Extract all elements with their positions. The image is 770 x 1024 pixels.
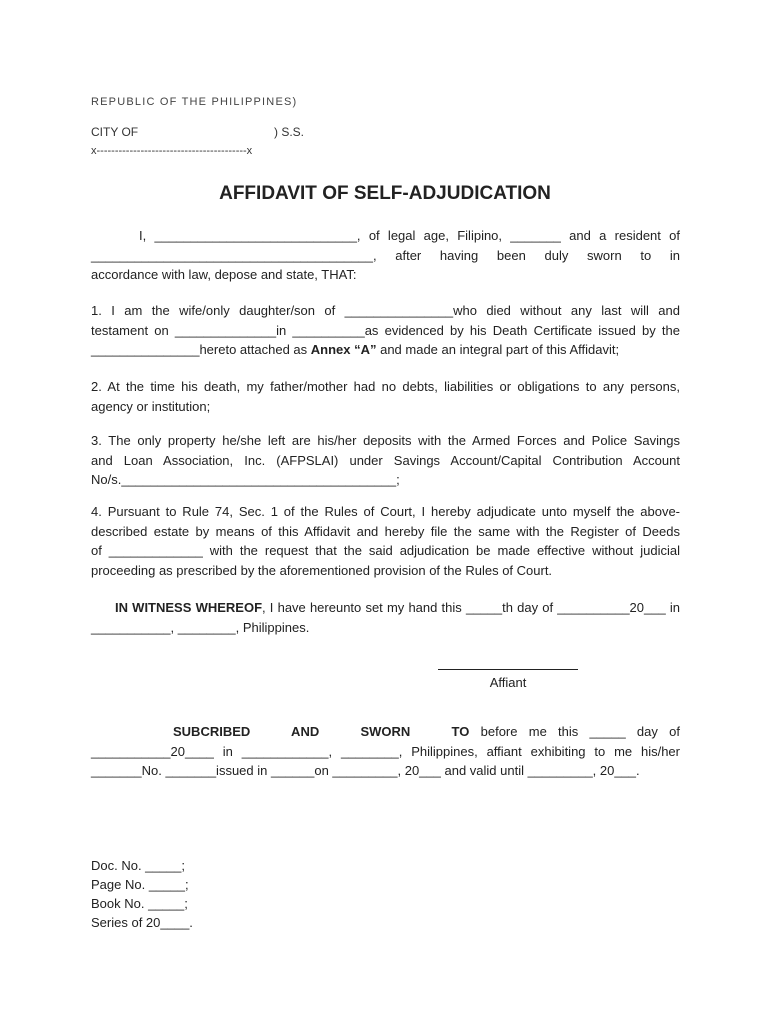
- paragraph-1: [91, 301, 680, 360]
- para1-line-3-end: and made an integral part of this Affidavit;: [376, 342, 620, 357]
- para1-line-3: [91, 340, 680, 360]
- witness-paragraph: [91, 598, 680, 637]
- paragraph-2: [91, 377, 680, 416]
- republic-header: REPUBLIC OF THE PHILIPPINES): [91, 96, 298, 108]
- intro-line-1: I, ____________________________, of legal age, Filipino, _______ and a resident of: [139, 228, 680, 243]
- witness-heading: IN WITNESS WHEREOF: [115, 600, 263, 615]
- para4-line-3: of _____________ with the request that the said adjudication be made effective without judicial: [91, 543, 680, 558]
- para1-line-3-text: _______________hereto attached as: [91, 342, 311, 357]
- para1-line-2: testament on ______________in __________as evidenced by his Death Certificate issued by the: [91, 322, 680, 338]
- para3-line-1: 3. The only property he/she left are his/her deposits with the Armed Forces and Police Savings: [91, 433, 680, 448]
- ss-label: ) S.S.: [274, 125, 305, 139]
- para4-line-1: 4. Pursuant to Rule 74, Sec. 1 of the Rules of Court, I hereby adjudicate unto myself the above-: [91, 504, 680, 519]
- para4-line-4: proceeding as prescribed by the aforementioned provision of the Rules of Court.: [91, 562, 553, 578]
- book-no: Book No. _____;: [91, 896, 188, 911]
- witness-line-1: [91, 598, 680, 618]
- header-divider: x-----------------------------------------x: [91, 145, 253, 157]
- affiant-label: Affiant: [489, 675, 527, 690]
- jurat-heading: SUBCRIBED AND SWORN TO: [173, 724, 470, 739]
- witness-line-1-text: , I have hereunto set my hand this _____th day of __________20___ in: [262, 600, 680, 615]
- document-title: AFFIDAVIT OF SELF-ADJUDICATION: [219, 183, 551, 204]
- jurat-line-2: ___________20____ in ____________, ________, Philippines, affiant exhibiting to me his/her: [91, 743, 680, 759]
- intro-line-2: _______________________________________, after having been duly sworn to in: [91, 247, 680, 263]
- para3-line-2: and Loan Association, Inc. (AFPSLAI) under Savings Account/Capital Contribution Account: [91, 452, 680, 468]
- jurat-line-1-text: before me this _____ day of: [469, 724, 680, 739]
- paragraph-4: [91, 502, 680, 580]
- intro-line-3: accordance with law, depose and state, THAT:: [91, 267, 357, 282]
- paragraph-3: [91, 431, 680, 490]
- jurat-line-1: [91, 722, 680, 742]
- city-label: CITY OF: [91, 125, 139, 139]
- intro-paragraph: [91, 226, 680, 285]
- signature-line: [438, 669, 578, 670]
- para2-line-1: 2. At the time his death, my father/mother had no debts, liabilities or obligations to any persons,: [91, 379, 680, 394]
- para3-line-3: No/s.______________________________________;: [91, 472, 400, 487]
- series-of: Series of 20____.: [91, 915, 193, 930]
- page-no: Page No. _____;: [91, 877, 189, 892]
- notarial-register: [91, 856, 193, 932]
- para1-line-1: 1. I am the wife/only daughter/son of _______________who died without any last will and: [91, 303, 680, 318]
- annex-a-label: Annex “A”: [310, 342, 377, 357]
- jurat-line-3: _______No. _______issued in ______on _________, 20___ and valid until _________, 20___.: [91, 763, 640, 778]
- para4-line-2: described estate by means of this Affidavit and hereby file the same with the Register of Deeds: [91, 523, 680, 539]
- para2-line-2: agency or institution;: [91, 398, 211, 414]
- witness-line-2: ___________, ________, Philippines.: [91, 619, 310, 635]
- doc-no: Doc. No. _____;: [91, 858, 185, 873]
- jurat-paragraph: [91, 722, 680, 781]
